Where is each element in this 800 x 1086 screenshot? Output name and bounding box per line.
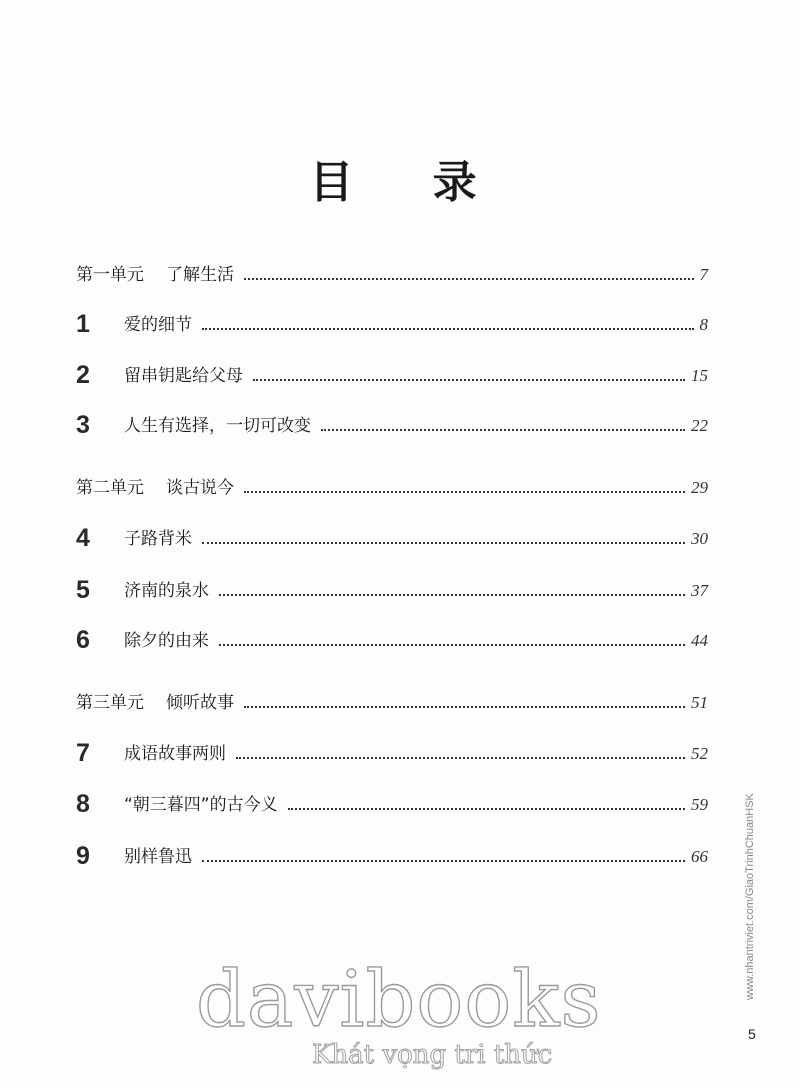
toc-lesson-5[interactable] <box>76 573 708 605</box>
lesson-number: 6 <box>76 626 90 654</box>
logo-tagline: Khát vọng tri thức <box>312 1040 553 1070</box>
toc-unit-2[interactable] <box>76 470 708 502</box>
toc-unit-label: 第二单元 谈古说今 <box>76 478 234 498</box>
dot-leader <box>202 542 685 544</box>
lesson-title: 除夕的由来 <box>124 631 209 651</box>
dot-leader <box>244 278 694 280</box>
dot-leader <box>321 429 685 431</box>
lesson-title: “朝三暮四”的古今义 <box>124 795 278 815</box>
dot-leader <box>253 379 685 381</box>
dot-leader <box>202 860 685 862</box>
dot-leader <box>219 644 685 646</box>
side-url-watermark <box>744 780 764 1000</box>
dot-leader <box>202 328 694 330</box>
toc-page-number: 51 <box>691 693 708 712</box>
lesson-title: 别样鲁迅 <box>124 847 192 867</box>
toc-page-number: 22 <box>691 416 708 435</box>
lesson-title: 成语故事两则 <box>124 744 226 764</box>
toc-page-number: 15 <box>691 366 708 385</box>
lesson-number: 1 <box>76 310 90 338</box>
toc-unit-label: 第三单元 倾听故事 <box>76 693 234 713</box>
lesson-title: 留串钥匙给父母 <box>124 366 243 386</box>
toc-page-number: 29 <box>691 478 708 497</box>
toc-unit-label: 第一单元 了解生活 <box>76 265 234 285</box>
lesson-number: 7 <box>76 739 90 767</box>
toc-lesson-6[interactable] <box>76 623 708 655</box>
dot-leader <box>244 706 685 708</box>
toc-lesson-8[interactable] <box>76 787 708 819</box>
dot-leader <box>288 808 685 810</box>
lesson-number: 8 <box>76 790 90 818</box>
publisher-logo-watermark <box>196 955 606 1078</box>
toc-lesson-7[interactable] <box>76 736 708 768</box>
toc-page-number: 44 <box>691 631 708 650</box>
toc-page-number: 7 <box>699 265 708 284</box>
dot-leader <box>219 594 685 596</box>
toc-unit-1[interactable] <box>76 257 708 289</box>
toc-page-number: 37 <box>691 581 708 600</box>
toc-lesson-4[interactable] <box>76 521 708 553</box>
toc-page-number: 52 <box>691 744 708 763</box>
toc-lesson-3[interactable] <box>76 408 708 440</box>
page-title: 目 录 <box>309 157 509 208</box>
page-number: 5 <box>748 1026 756 1042</box>
side-url-text: www.nhantriviet.com/GiaoTrinhChuanHSK <box>744 793 756 1000</box>
lesson-title: 济南的泉水 <box>124 581 209 601</box>
toc-lesson-2[interactable] <box>76 358 708 390</box>
dot-leader <box>236 757 685 759</box>
toc-lesson-1[interactable] <box>76 307 708 339</box>
lesson-title: 爱的细节 <box>124 315 192 335</box>
toc-page-number: 66 <box>691 847 708 866</box>
lesson-number: 9 <box>76 842 90 870</box>
lesson-title: 子路背米 <box>124 529 192 549</box>
toc-unit-3[interactable] <box>76 685 708 717</box>
logo-wordmark: davibooks <box>196 955 602 1045</box>
lesson-number: 5 <box>76 576 90 604</box>
toc-page-number: 59 <box>691 795 708 814</box>
toc-page-number: 8 <box>699 315 708 334</box>
toc-page-number: 30 <box>691 529 708 548</box>
dot-leader <box>244 491 685 493</box>
toc-lesson-9[interactable] <box>76 839 708 871</box>
lesson-number: 4 <box>76 524 90 552</box>
lesson-title: 人生有选择，一切可改变 <box>124 416 311 436</box>
lesson-number: 2 <box>76 361 90 389</box>
lesson-number: 3 <box>76 411 90 439</box>
